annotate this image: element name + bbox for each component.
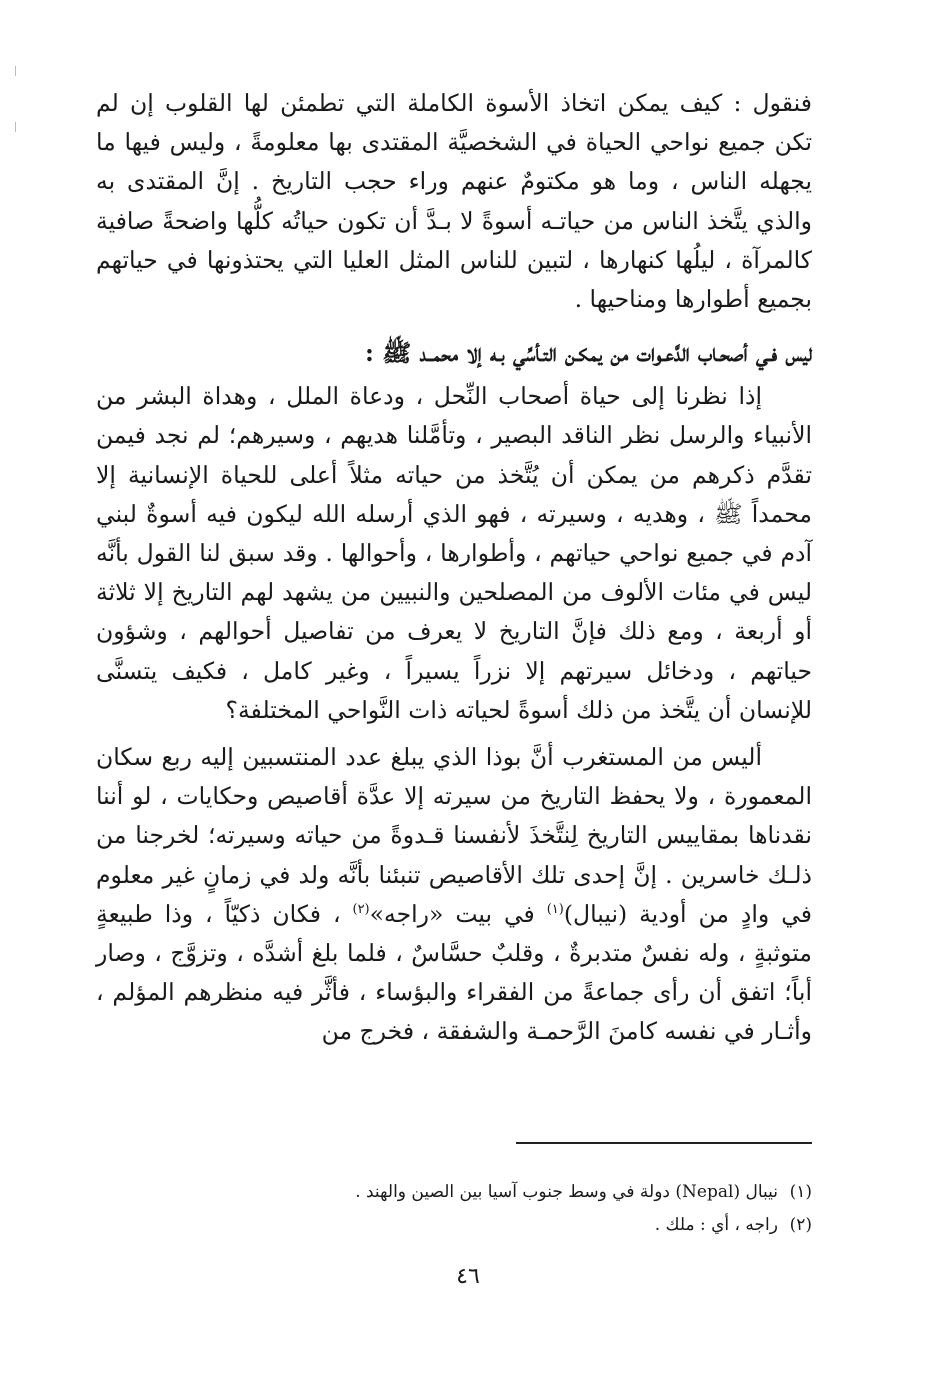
footnote-text: راجه ، أي : ملك . [654,1215,778,1235]
paragraph-3-part-b: في بيت «راجه» [369,899,547,928]
footnote-2 [96,1209,812,1242]
footnote-ref-1: (١) [546,902,564,918]
footnote-number: (١) [789,1182,812,1202]
section-heading: ليس فـي أصحـاب الدَّعـوات من يمكـن التـأسِّي بـه إلا محمــد ﷺ : [365,338,812,368]
footnote-number: (٢) [789,1215,812,1235]
paragraph-2: إذا نظرنا إلى حياة أصحاب النِّحل ، ودعاة الملل ، وهداة البشر من الأنبياء والرسل نظر الناقد البصير ، وتأمَّلنا هديهم ، وسيرهم؛ لم نجد فيمن تقدَّم ذكرهم من يمكن أن يُتَّخذ من حياته مثلاً أعلى للحياة الإنسانية إلا محمداً ﷺ ، وهديه ، وسيرته ، فهو الذي أرسله الله ليكون فيه أسوةٌ لبني آدم في جميع نواحي حياتهم ، وأطوارها ، وأحوالها . وقد سبق لنا القول بأنَّه ليس في مئات الألوف من المصلحين والنبيين من يشهد لهم التاريخ إلا ثلاثة أو أربعة ، ومع ذلك فإنَّ التاريخ لا يعرف من تفاصيل أحوالهم ، وشؤون حياتهم ، ودخائل سيرتهم إلا نزراً يسيراً ، وغير كامل ، فكيف يتسنَّى للإنسان أن يتَّخذ من ذلك أسوةً لحياته ذات النَّواحي المختلفة؟ [96,382,812,724]
margin-mark [15,66,16,76]
footnote-divider [516,1142,812,1144]
paragraph-3-part-a: أليس من المستغرب أنَّ بوذا الذي يبلغ عدد المنتسبين إليه ربع سكان المعمورة ، ولا يحفظ التاريخ من سيرته إلا عدَّة أقاصيص وحكايات ، لو أننا نقدناها بمقاييس التاريخ لِنتَّخذَ لأنفسنا قـدوةً من حياته وسيرته؛ لخرجنا من ذلـك خاسرين . إنَّ إحدى تلك الأقاصيص تنبئنا بأنَّه ولد في زمانٍ غير معلوم في وادٍ من أودية (نيبال) [96,743,813,928]
paragraph-3 [96,738,812,1052]
margin-mark [15,122,16,132]
footnote-text: نيبال (Nepal) دولة في وسط جنوب آسيا بين الصين والهند . [355,1182,778,1202]
footnote-1 [96,1176,812,1209]
paragraph-3-part-c: ، فكان ذكيّاً ، وذا طبيعةٍ متوثبةٍ ، وله نفسٌ متدبرةٌ ، وقلبٌ حسَّاسٌ ، فلما بلغ أشدَّه ، وتزوَّج ، وصار أباً؛ اتفق أن رأى جماعةً من الفقراء والبؤساء ، فأثَّر فيه منظرهم المؤلم ، وأثـار في نفسه كامنَ الرَّحمـة والشفقة ، فخرج من [96,899,812,1046]
page-number: ٤٦ [456,1264,480,1289]
paragraph-1: فنقول : كيف يمكن اتخاذ الأسوة الكاملة التي تطمئن لها القلوب إن لم تكن جميع نواحي الحياة في الشخصيَّة المقتدى بها معلومةً ، وليس فيها ما يجهله الناس ، وما هو مكتومٌ عنهم وراء حجب التاريخ . إنَّ المقتدى به والذي يتَّخذ الناس من حياتـه أسوةً لا بـدَّ أن تكون حياتُه كلُّها واضحةً صافية كالمرآة ، ليلُها كنهارها ، لتبين للناس المثل العليا التي يحتذونها في حياتهم بجميع أطوارها ومناحيها . [96,89,812,314]
footnote-ref-2: (٢) [352,902,370,918]
page-body [96,84,812,1052]
footnotes [96,1176,812,1242]
